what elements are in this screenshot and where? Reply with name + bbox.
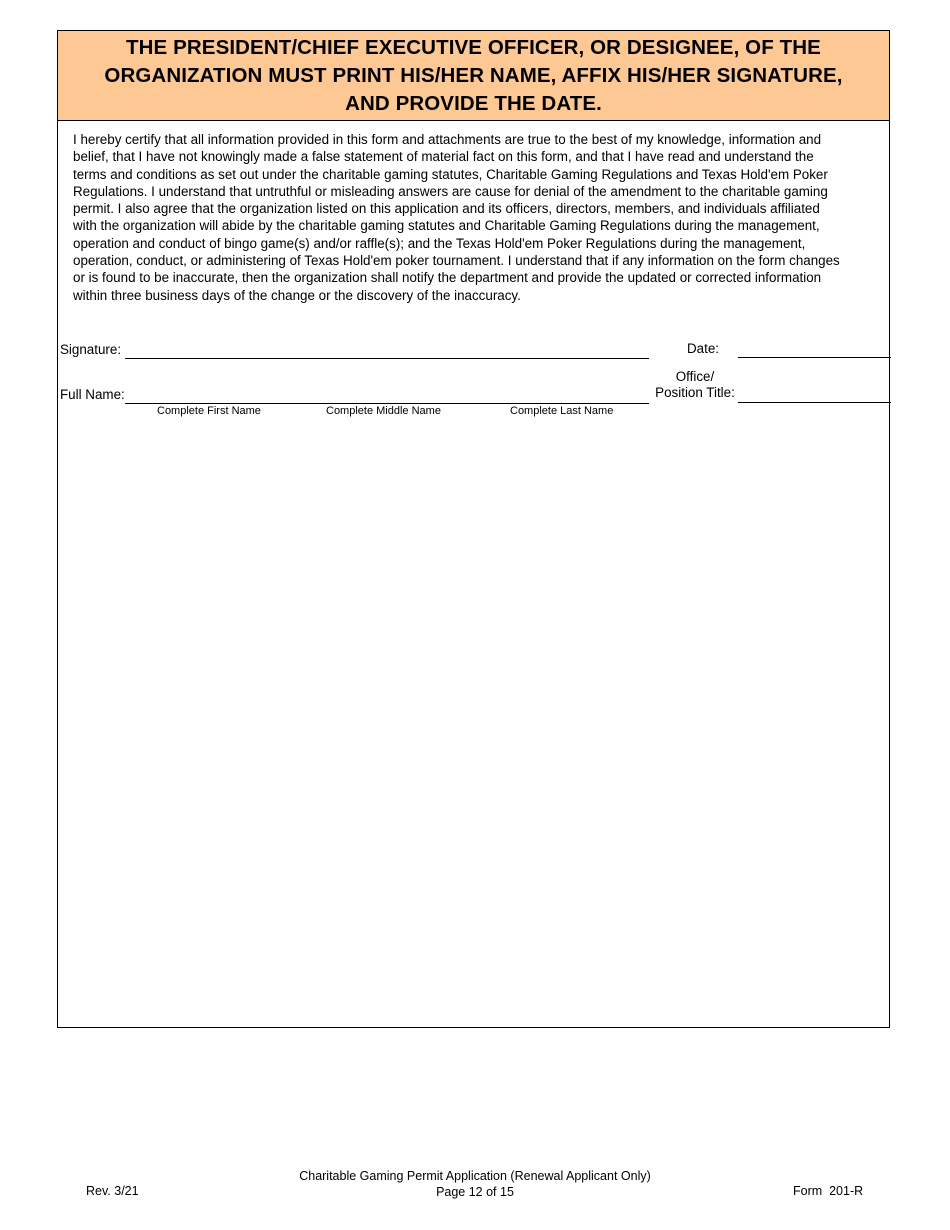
footer-page-number: Page 12 of 15 — [436, 1185, 514, 1199]
office-label — [654, 369, 736, 401]
statement-line: Regulations. I understand that untruthful or misleading answers are cause for denial of the amendment to the charitable gaming — [73, 183, 828, 199]
footer-title: Charitable Gaming Permit Application (Renewal Applicant Only) — [299, 1169, 651, 1183]
office-label-line: Position Title: — [655, 385, 735, 400]
office-label-line: Office/ — [675, 369, 715, 384]
signature-label: Signature: — [60, 342, 122, 357]
header-title — [104, 34, 842, 118]
statement-line: operation, conduct, or administering of Texas Hold'em poker tournament. I understand that if any information on the form changes — [73, 253, 840, 269]
statement-line: I hereby certify that all information provided in this form and attachments are true to the best of my knowledge, information and — [73, 132, 822, 147]
first-name-hint: Complete First Name — [157, 405, 261, 417]
header-line: AND PROVIDE THE DATE. — [345, 91, 602, 115]
certification-header — [58, 31, 889, 121]
footer-form-number: Form 201-R — [793, 1184, 864, 1198]
header-line: THE PRESIDENT/CHIEF EXECUTIVE OFFICER, OR DESIGNEE, OF THE — [126, 35, 821, 59]
middle-name-hint: Complete Middle Name — [326, 405, 441, 417]
statement-line: operation and conduct of bingo game(s) and/or raffle(s); and the Texas Hold'em Poker Regulations during the management, — [73, 235, 806, 251]
last-name-hint: Complete Last Name — [510, 405, 614, 417]
full-name-label: Full Name: — [60, 387, 125, 402]
date-label: Date: — [687, 341, 720, 356]
full-name-line[interactable] — [125, 403, 649, 404]
statement-line: or is found to be inaccurate, then the organization shall notify the department and provide the updated or corrected information — [73, 270, 822, 286]
certification-statement — [73, 131, 885, 304]
office-title-line[interactable] — [738, 402, 891, 403]
statement-line: within three business days of the change or the discovery of the inaccuracy. — [73, 287, 521, 303]
footer-center — [225, 1168, 725, 1200]
date-line[interactable] — [738, 357, 891, 358]
footer-revision: Rev. 3/21 — [86, 1184, 139, 1198]
header-line: ORGANIZATION MUST PRINT HIS/HER NAME, AFFIX HIS/HER SIGNATURE, — [104, 63, 843, 87]
statement-line: with the organization will abide by the charitable gaming statutes and Charitable Gaming Regulations during the management, — [73, 218, 820, 234]
statement-line: terms and conditions as set out under the charitable gaming statutes, Charitable Gaming Regulations and Texas Hold'em Poker — [73, 166, 828, 182]
statement-line: belief, that I have not knowingly made a false statement of material fact on this form, and that I have read and understand the — [73, 149, 814, 165]
statement-line: permit. I also agree that the organization listed on this application and its officers, directors, members, and individuals affiliated — [73, 201, 820, 217]
certification-form — [57, 30, 890, 1028]
signature-line[interactable] — [125, 358, 649, 359]
